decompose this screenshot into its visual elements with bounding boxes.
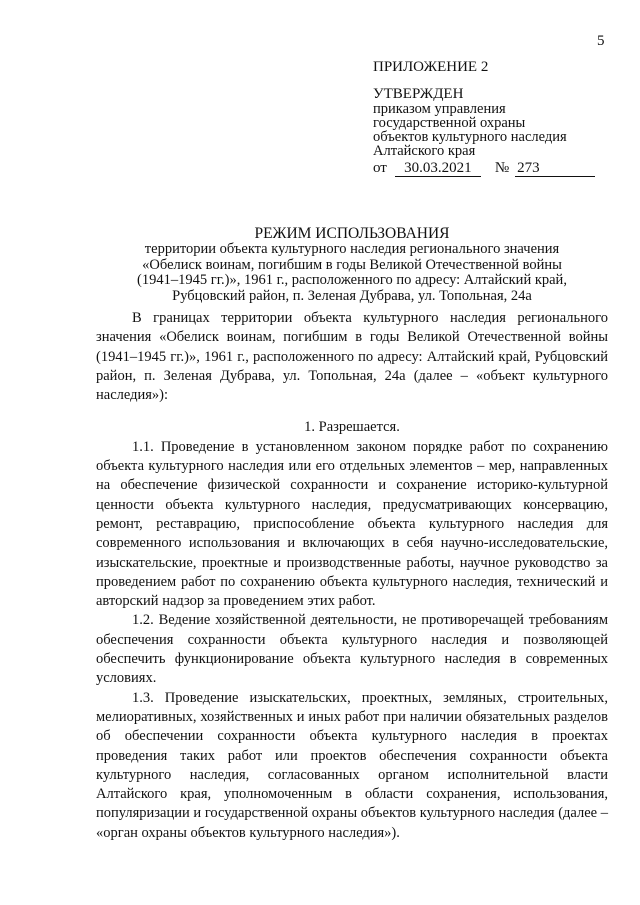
title-line: территории объекта культурного наследия регионального значения — [144, 241, 560, 257]
decree-line: Алтайского края — [373, 143, 476, 159]
number-label: № — [494, 160, 510, 176]
appendix-label: ПРИЛОЖЕНИЕ 2 — [373, 59, 489, 75]
item-paragraph: 1.2. Ведение хозяйственной деятельности, не противоречащей требованиям обеспечения сохранности объекта культурного наследия и позволяющей обеспечить функционирование объекта культурного наследия в современных условиях. — [96, 612, 608, 687]
item-paragraph: 1.3. Проведение изыскательских, проектных, земляных, строительных, мелиоративных, хозяйственных и иных работ при наличии обязательных разделов об обеспечении сохранности объекта культурного наследия в проектах проведения таких работ или проектов обеспечения сохранности объекта культурного наследия, согласованных органом исполнительной власти Алтайского края, уполномоченным в области сохранения, использования, популяризации и государственной охраны объектов культурного наследия (далее – «орган охраны объектов культурного наследия»). — [96, 689, 608, 841]
decree-date-row — [373, 160, 623, 177]
date-prefix: от — [373, 160, 387, 176]
decree-line: государственной охраны — [373, 115, 526, 131]
section-title: 1. Разрешается. — [304, 419, 400, 436]
approved-label: УТВЕРЖДЕН — [373, 86, 464, 102]
decree-number: 273 — [515, 160, 595, 177]
document-body — [96, 309, 608, 843]
title-line: (1941–1945 гг.)», 1961 г., расположенного по адресу: Алтайский край, — [137, 272, 567, 288]
item-paragraph: 1.1. Проведение в установленном законом порядке работ по сохранению объекта культурного наследия или его отдельных элементов – мер, направленных на обеспечение физической сохранности и сохранение историко-культурной ценности объекта культурного наследия, предусматривающих консервацию, ремонт, реставрацию, приспособление объекта культурного наследия для современного использования и включающих в себя научно-исследовательские, изыскательские, проектные и производственные работы, научное руководство за проведением работ по сохранению объекта культурного наследия, технический и авторский надзор за проведением этих работ. — [96, 438, 608, 610]
decree-line: объектов культурного наследия — [373, 129, 567, 145]
decree-date: 30.03.2021 — [395, 160, 481, 177]
document-title-block — [96, 226, 608, 304]
page-number: 5 — [597, 33, 605, 49]
title-line: «Обелиск воинам, погибшим в годы Великой Отечественной войны — [142, 256, 562, 273]
intro-paragraph: В границах территории объекта культурного наследия регионального значения «Обелиск воинам, погибшим в годы Великой Отечественной войны (1941–1945 гг.)», 1961 г., расположенного по адресу: Алтайский край, Рубцовский район, п. Зеленая Дубрава, ул. Топольная, 24а (далее – «объект культурного наследия»): — [96, 310, 608, 404]
approval-block — [373, 60, 623, 177]
title-line: Рубцовский район, п. Зеленая Дубрава, ул. Топольная, 24а — [172, 287, 532, 304]
decree-line: приказом управления — [373, 101, 506, 117]
document-title: РЕЖИМ ИСПОЛЬЗОВАНИЯ — [254, 225, 450, 242]
